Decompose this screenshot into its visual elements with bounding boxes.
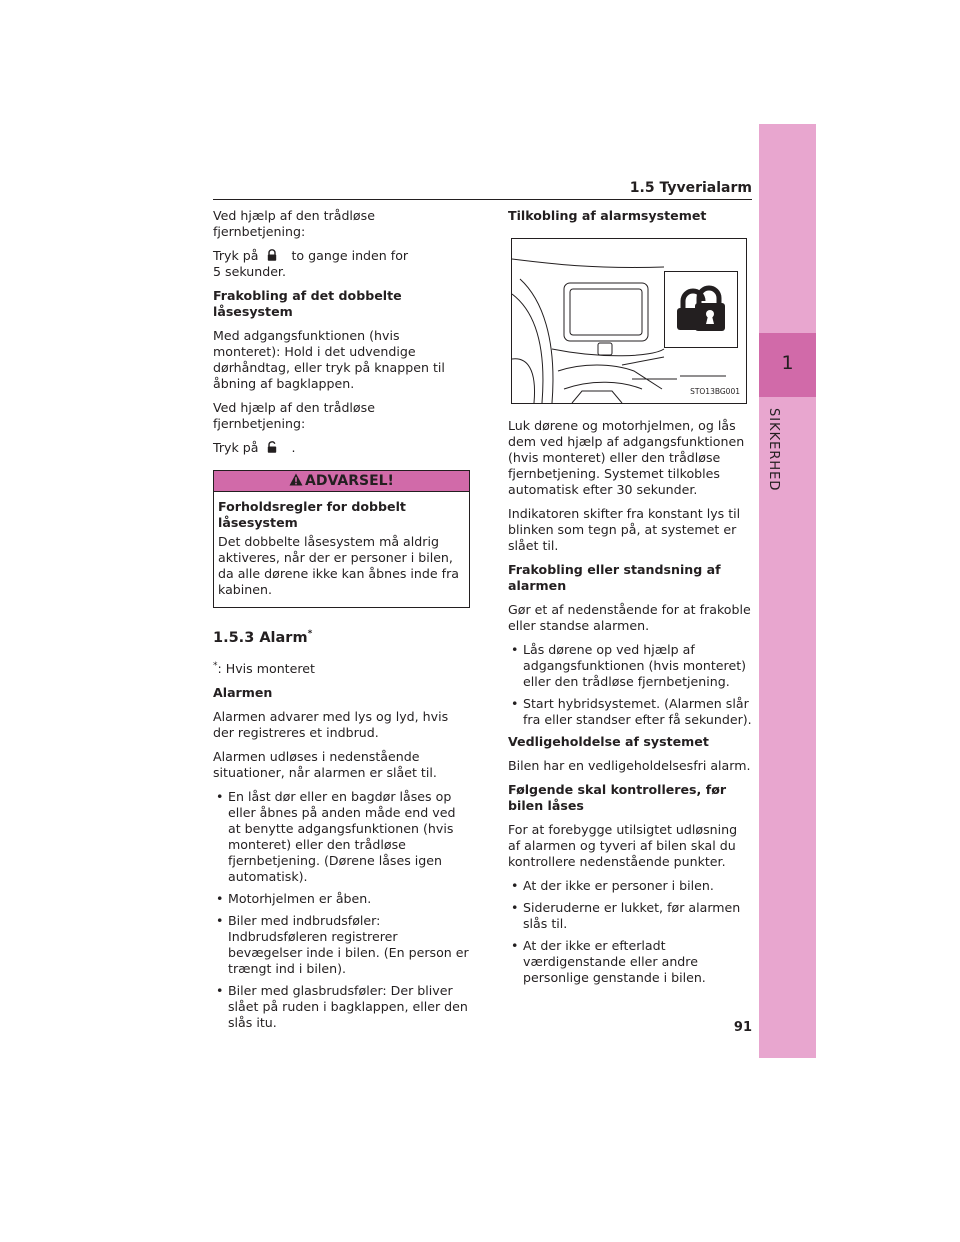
list-item: • At der ikke er personer i bilen. (508, 878, 753, 894)
paragraph: Indikatoren skifter fra konstant lys til blinken som tegn på, at systemet er slået til. (508, 506, 741, 553)
bullet-list (508, 878, 753, 986)
warning-title: ADVARSEL! (305, 473, 394, 489)
chapter-tab-strip (759, 124, 816, 1058)
bullet-list (213, 789, 470, 1031)
subheading: Frakobling eller standsning af alarmen (508, 562, 721, 593)
paragraph: Ved hjælp af den trådløse fjernbetjening: (213, 400, 375, 431)
subheading: Vedligeholdelse af systemet (508, 734, 709, 749)
warning-icon (289, 473, 303, 486)
subheading: Frakobling af det dobbelte låsesystem (213, 288, 402, 319)
section-header: 1.5 Tyverialarm (629, 180, 752, 196)
list-item: • Start hybridsystemet. (Alarmen slår fra eller standser efter få sekunder). (508, 696, 753, 728)
left-column (213, 208, 470, 1037)
paragraph: Bilen har en vedligeholdelsesfri alarm. (508, 758, 751, 773)
warning-box (213, 470, 470, 608)
paragraph: Tryk på to gange inden for 5 sekunder. (213, 248, 409, 279)
list-item: • At der ikke er efterladt værdigenstande eller andre personlige genstande i bilen. (508, 938, 753, 986)
figure-caption: STO13BG001 (690, 387, 740, 396)
footnote: *: Hvis monteret (213, 660, 315, 677)
subheading: Følgende skal kontrolleres, før bilen låses (508, 782, 727, 813)
chapter-label: SIKKERHED (766, 408, 781, 492)
paragraph: For at forebygge utilsigtet udløsning af alarmen og tyveri af bilen skal du kontrollere nedenstående punkter. (508, 822, 738, 869)
subheading: Alarmen (213, 685, 273, 701)
bullet-list (508, 642, 753, 728)
page-number: 91 (733, 1020, 752, 1035)
lock-icon (266, 249, 278, 261)
paragraph: Alarmen udløses i nedenstående situationer, når alarmen er slået til. (213, 749, 437, 781)
paragraph: Tryk på . (213, 440, 296, 455)
list-item: • Biler med glasbrudsføler: Der bliver slået på ruden i bagklappen, eller den slås itu. (213, 983, 470, 1031)
warning-body (214, 492, 469, 607)
dashboard-illustration (511, 238, 747, 404)
section-title: 1.5.3 Alarm* (213, 629, 313, 646)
paragraph: Med adgangsfunktionen (hvis monteret): Hold i det udvendige dørhåndtag, eller tryk på knappen til åbning af bagklappen. (213, 328, 445, 391)
warning-text: Det dobbelte låsesystem må aldrig aktiveres, når der er personer i bilen, da alle dørene ikke kan åbnes inde fra kabinen. (218, 534, 459, 597)
paragraph: Alarmen advarer med lys og lyd, hvis der registreres et indbrud. (213, 709, 449, 741)
list-item: • Lås dørene op ved hjælp af adgangsfunktionen (hvis monteret) eller den trådløse fjernbetjening. (508, 642, 753, 690)
warning-subtitle: Forholdsregler for dobbelt låsesystem (218, 499, 406, 530)
list-item: • En låst dør eller en bagdør låses op eller åbnes på anden måde end ved at benytte adgangsfunktionen (hvis monteret) eller den trådløse fjernbetjening. (Dørene låses igen automatisk). (213, 789, 470, 885)
chapter-number: 1 (781, 352, 794, 374)
lock-indicator-callout (664, 271, 738, 348)
paragraph: Gør et af nedenstående for at frakoble eller standse alarmen. (508, 602, 751, 633)
list-item: • Motorhjelmen er åben. (213, 891, 470, 907)
header-divider (213, 199, 752, 200)
right-column (508, 208, 753, 992)
subheading: Tilkobling af alarmsystemet (508, 208, 707, 223)
paragraph: Luk dørene og motorhjelmen, og lås dem ved hjælp af adgangsfunktionen (hvis monteret) eller den trådløse fjernbetjening. Systemet tilkobles automatisk efter 30 sekunder. (508, 418, 745, 497)
double-lock-icon (665, 272, 737, 347)
list-item: • Sideruderne er lukket, før alarmen slås til. (508, 900, 753, 932)
warning-header (214, 471, 469, 492)
footnote-marker: * (307, 629, 313, 639)
list-item: • Biler med indbrudsføler: Indbrudsføleren registrerer bevægelser inde i bilen. (En person er trængt ind i bilen). (213, 913, 470, 977)
paragraph: Ved hjælp af den trådløse fjernbetjening: (213, 208, 375, 239)
unlock-icon (266, 441, 278, 453)
